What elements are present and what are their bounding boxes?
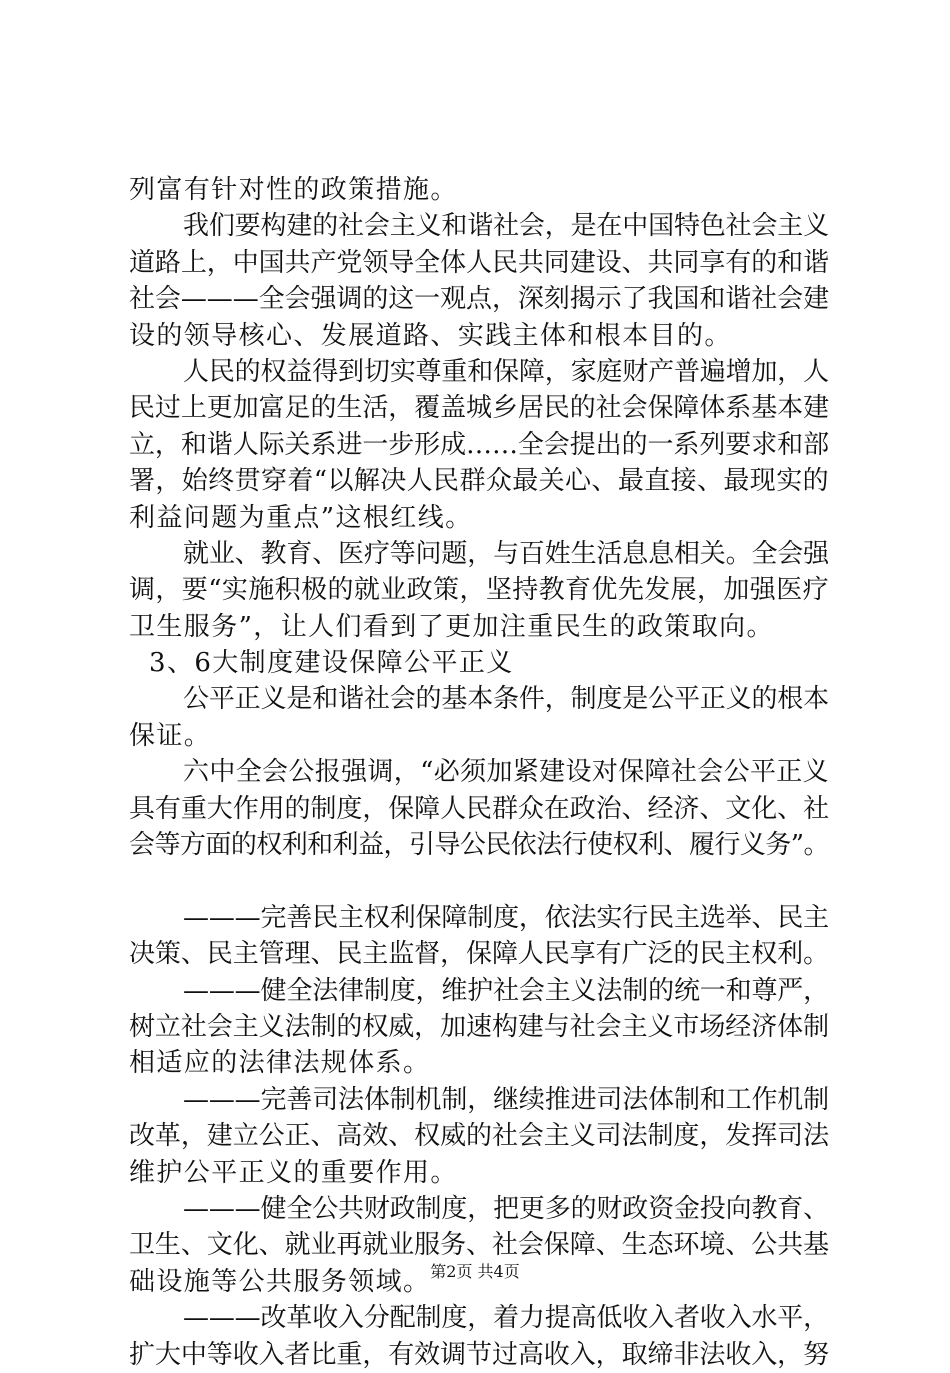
text-line: 社会———全会强调的这一观点，深刻揭示了我国和谐社会建 — [129, 284, 829, 315]
document-body — [129, 172, 829, 1373]
text-line: 道路上，中国共产党领导全体人民共同建设、共同享有的和谐 — [129, 247, 829, 278]
text-line: 具有重大作用的制度，保障人民群众在政治、经济、文化、社 — [129, 793, 829, 824]
text-line: 维护公平正义的重要作用。 — [129, 1157, 458, 1188]
text-line: 六中全会公报强调，“必须加紧建设对保障社会公平正义 — [183, 757, 829, 788]
text-line: ———健全公共财政制度，把更多的财政资金投向教育、 — [183, 1193, 829, 1224]
blank-line — [129, 863, 829, 899]
text-line: 立，和谐人际关系进一步形成……全会提出的一系列要求和部 — [129, 429, 829, 460]
text-line: 改革，建立公正、高效、权威的社会主义司法制度，发挥司法 — [129, 1121, 829, 1152]
section-heading: 3、6大制度建设保障公平正义 — [149, 648, 514, 679]
text-line: 署，始终贯穿着“以解决人民群众最关心、最直接、最现实的 — [129, 466, 829, 497]
text-line: 础设施等公共服务领域。 — [129, 1266, 431, 1297]
text-line: ———改革收入分配制度，着力提高低收入者收入水平， — [183, 1303, 829, 1334]
text-line: 列富有针对性的政策措施。 — [129, 175, 458, 205]
text-line: 相适应的法律法规体系。 — [129, 1048, 431, 1079]
text-line: 民过上更加富足的生活，覆盖城乡居民的社会保障体系基本建 — [129, 393, 829, 424]
text-line: 就业、教育、医疗等问题，与百姓生活息息相关。全会强 — [183, 538, 829, 569]
page-number-footer: 第2页 共4页 — [430, 1262, 520, 1281]
text-line: 树立社会主义法制的权威，加速构建与社会主义市场经济体制 — [129, 1011, 829, 1042]
text-line: ———完善民主权利保障制度，依法实行民主选举、民主 — [183, 902, 829, 933]
text-line: 公平正义是和谐社会的基本条件，制度是公平正义的根本 — [183, 684, 829, 715]
text-line: 调，要“实施积极的就业政策，坚持教育优先发展，加强医疗 — [129, 575, 829, 606]
text-line: 卫生服务”，让人们看到了更加注重民生的政策取向。 — [129, 611, 774, 642]
text-line: 设的领导核心、发展道路、实践主体和根本目的。 — [129, 320, 732, 351]
text-line: ———健全法律制度，维护社会主义法制的统一和尊严， — [183, 975, 829, 1006]
text-line: 利益问题为重点”这根红线。 — [129, 502, 473, 533]
text-line: 保证。 — [129, 720, 212, 751]
text-line: 决策、民主管理、民主监督，保障人民享有广泛的民主权利。 — [129, 939, 829, 970]
text-line: ———完善司法体制机制，继续推进司法体制和工作机制 — [183, 1084, 829, 1115]
text-line: 我们要构建的社会主义和谐社会，是在中国特色社会主义 — [183, 211, 829, 242]
text-line: 会等方面的权利和利益，引导公民依法行使权利、履行义务”。 — [129, 830, 829, 861]
text-line: 卫生、文化、就业再就业服务、社会保障、生态环境、公共基 — [129, 1230, 829, 1261]
text-line: 扩大中等收入者比重，有效调节过高收入，取缔非法收入，努 — [129, 1339, 829, 1370]
text-line: 人民的权益得到切实尊重和保障，家庭财产普遍增加，人 — [183, 356, 829, 387]
